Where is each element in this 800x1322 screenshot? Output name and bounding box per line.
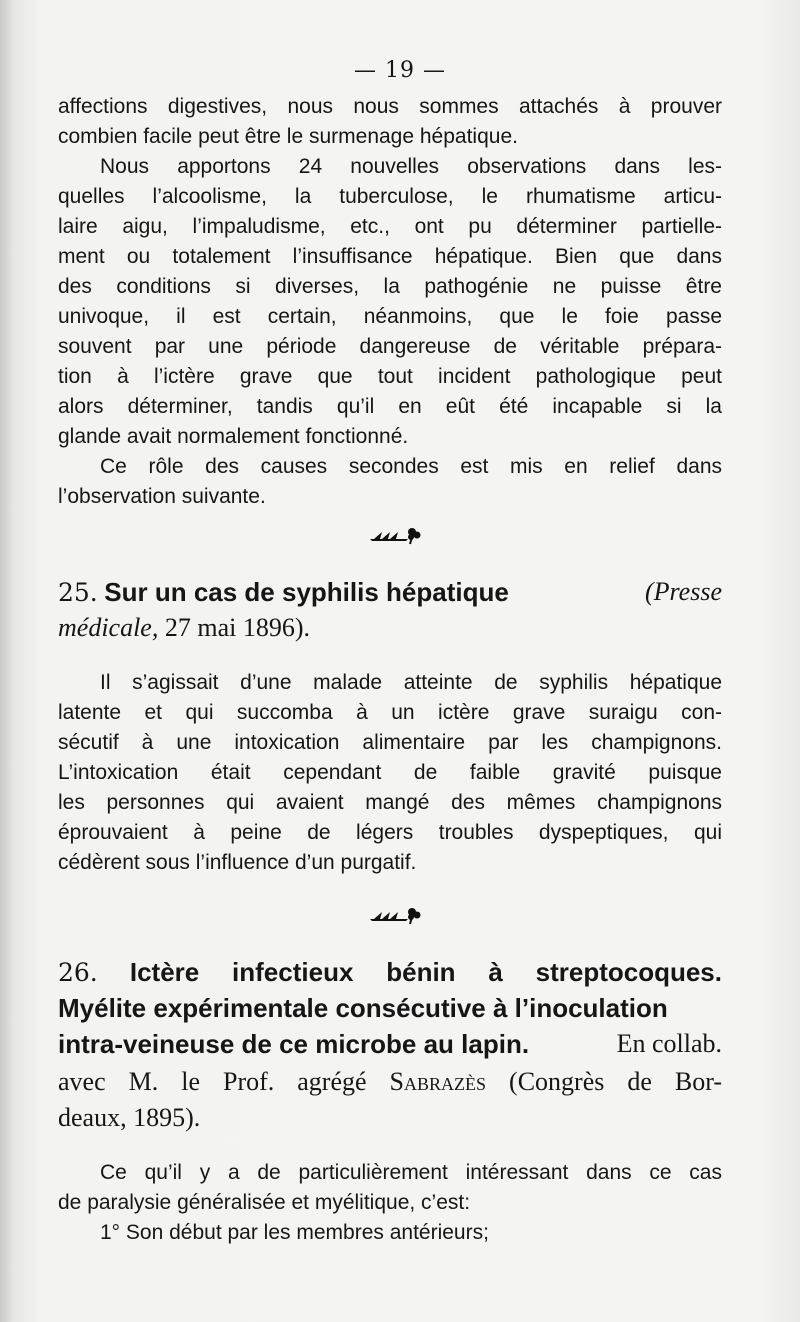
intro-line: glande avait normalement fonctionné. [58, 425, 409, 448]
section-25-line: Il s’agissait d’une malade atteinte de syphilis hépatique [100, 671, 722, 694]
intro-line: univoque, il est certain, néanmoins, que le foie passe [58, 305, 722, 328]
intro-line: tion à l’ictère grave que tout incident pathologique peut [58, 365, 722, 388]
page-number: — 19 — [354, 58, 446, 83]
intro-line: combien facile peut être le surmenage hépatique. [58, 125, 518, 148]
section-25-source: (Presse [644, 577, 722, 606]
intro-line: Nous apportons 24 nouvelles observations dans les- [100, 155, 722, 178]
section-25-title: Sur un cas de syphilis hépatique [104, 577, 509, 607]
intro-line: souvent par une période dangereuse de véritable prépara- [58, 335, 722, 358]
intro-line: affections digestives, nous nous sommes attachés à prouver [58, 95, 722, 118]
section-25-line: sécutif à une intoxication alimentaire par les champignons. [58, 731, 722, 754]
section-26-line: 1° Son début par les membres antérieurs; [100, 1221, 489, 1244]
intro-line: laire aigu, l’impaludisme, etc., ont pu déterminer partielle- [58, 215, 722, 238]
section-25-line: les personnes qui avaient mangé des mêmes champignons [58, 791, 722, 814]
intro-line: ment ou totalement l’insuffisance hépatique. Bien que dans [58, 245, 722, 268]
section-26-heading [58, 954, 722, 991]
section-25-line: cédèrent sous l’influence d’un purgatif. [58, 851, 417, 874]
section-26-collaborator-prefix: avec M. le Prof. agrégé [58, 1067, 367, 1096]
section-26-heading-line4 [58, 1064, 722, 1100]
section-26-heading-line5: deaux, 1895). [58, 1103, 201, 1132]
intro-line: Ce rôle des causes secondes est mis en relief dans [100, 455, 722, 478]
intro-line: l’observation suivante. [58, 485, 266, 508]
section-26-title: Ictère infectieux bénin à streptocoques. [129, 957, 722, 987]
section-26-number: 26. [58, 958, 98, 987]
section-26-heading-line3 [58, 1026, 722, 1063]
section-25-line: L’intoxication était cependant de faible gravité puisque [58, 761, 722, 784]
section-25-journal: médicale, [58, 613, 159, 642]
section-26-collaborator-name: Sabrazès [389, 1067, 487, 1096]
section-26-line: Ce qu’il y a de particulièrement intéressant dans ce cas [100, 1161, 722, 1184]
intro-line: alors déterminer, tandis qu’il en eût été incapable si la [58, 395, 722, 418]
section-25-heading [58, 574, 722, 611]
section-26-line: de paralysie généralisée et myélitique, c’est: [58, 1191, 471, 1214]
fleuron-ornament-icon [368, 904, 424, 926]
section-25-number: 25. [58, 578, 98, 607]
section-25-heading-line2 [58, 610, 722, 646]
intro-line: des conditions si diverses, la pathogénie ne puisse être [58, 275, 722, 298]
section-26-collab: En collab. [616, 1029, 722, 1058]
section-25-line: latente et qui succomba à un ictère grave suraigu con- [58, 701, 722, 724]
section-26-title-line3: intra-veineuse de ce microbe au lapin. [58, 1029, 530, 1059]
intro-line: quelles l’alcoolisme, la tuberculose, le rhumatisme articu- [58, 185, 722, 208]
section-25-line: éprouvaient à peine de légers troubles dyspeptiques, qui [58, 821, 722, 844]
fleuron-ornament-icon [368, 524, 424, 546]
section-26-congress: (Congrès de Bor- [509, 1067, 723, 1096]
section-25-date: 27 mai 1896). [164, 613, 310, 642]
section-26-title-line2: Myélite expérimentale consécutive à l’inoculation [58, 993, 668, 1023]
